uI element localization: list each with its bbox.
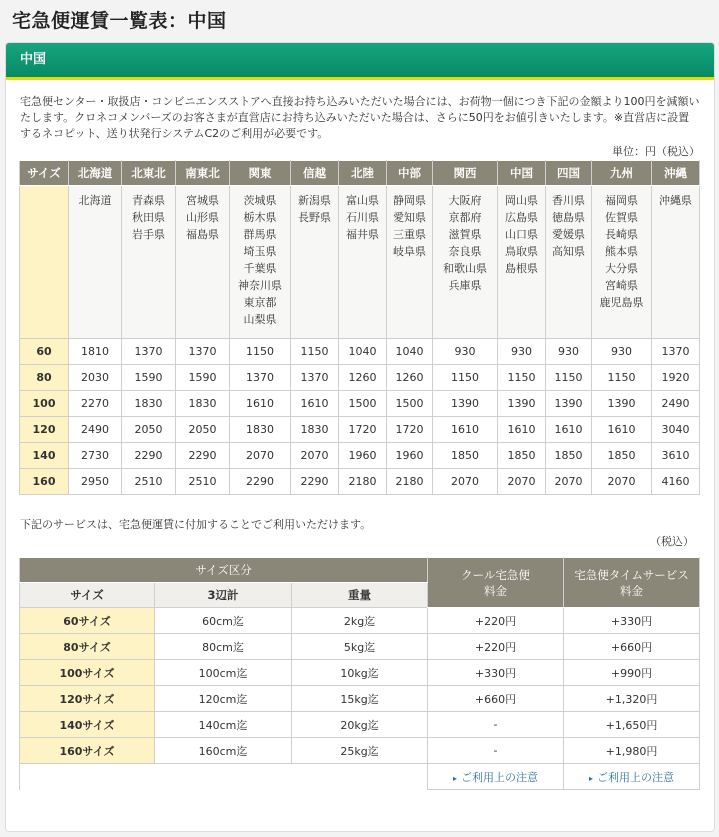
prefecture-name: 福岡県 <box>605 194 638 207</box>
rate-row <box>20 443 700 469</box>
cool-notes-cell <box>428 764 564 790</box>
price-cell: 1610 <box>433 417 498 443</box>
rate-row <box>20 339 700 365</box>
size-header: サイズ <box>20 161 69 186</box>
service-subheader: 重量 <box>292 583 428 608</box>
price-cell: 1390 <box>498 391 546 417</box>
service-size-cell: 60サイズ <box>20 608 155 634</box>
link-row-blank <box>20 764 428 790</box>
price-cell: 2180 <box>387 469 433 495</box>
cool-price-cell: +660円 <box>428 686 564 712</box>
service-note: 下記のサービスは、宅急便運賃に付加することでご利用いただけます。 <box>20 518 372 531</box>
price-cell: 2730 <box>69 443 122 469</box>
rate-row <box>20 391 700 417</box>
time-notes-cell <box>564 764 700 790</box>
prefecture-name: 神奈川県 <box>238 279 282 292</box>
region-header: 北陸 <box>339 161 387 186</box>
price-cell: 1150 <box>433 365 498 391</box>
cool-header-line1: クール宅急便 <box>461 567 530 582</box>
price-cell: 1150 <box>592 365 652 391</box>
service-row <box>20 686 700 712</box>
prefecture-name: 山口県 <box>505 228 538 241</box>
prefecture-name: 石川県 <box>346 211 379 224</box>
price-cell: 1390 <box>546 391 592 417</box>
prefecture-name: 鳥取県 <box>505 245 538 258</box>
prefecture-name: 山梨県 <box>243 313 277 326</box>
weight-cell: 20kg迄 <box>292 712 428 738</box>
prefecture-row <box>20 186 700 339</box>
region-header: 九州 <box>592 161 652 186</box>
service-size-cell: 80サイズ <box>20 634 155 660</box>
prefecture-name: 富山県 <box>346 194 379 207</box>
price-cell: 1370 <box>291 365 339 391</box>
price-cell: 2050 <box>122 417 176 443</box>
price-cell: 1590 <box>176 365 230 391</box>
prefecture-name: 宮城県 <box>186 194 219 207</box>
prefecture-name: 兵庫県 <box>448 279 482 292</box>
service-header-row <box>20 558 700 583</box>
size-blank-cell <box>20 186 69 339</box>
intro-text: 宅急便センター・取扱店・コンビニエンスストアへ直接お持ち込みいただいた場合には、お荷物一個につき下記の金額より100円を減額いたします。クロネコメンバーズのお客さまが直営店にお持ち込みいただいた場合は、さらに50円をお値引きいたします。※直営店に設置するネコピット、送り状発行システムC2のご利用が必要です。 <box>20 95 700 140</box>
price-cell: 1590 <box>122 365 176 391</box>
prefecture-name: 長崎県 <box>605 228 638 241</box>
cool-price-cell: - <box>428 712 564 738</box>
price-cell: 1390 <box>592 391 652 417</box>
prefecture-cell <box>652 186 700 339</box>
price-cell: 1920 <box>652 365 700 391</box>
prefecture-cell <box>339 186 387 339</box>
time-header-line2: 料金 <box>620 583 644 598</box>
service-size-cell: 120サイズ <box>20 686 155 712</box>
cool-price-cell: - <box>428 738 564 764</box>
rate-card <box>5 42 715 832</box>
prefecture-name: 徳島県 <box>552 211 585 224</box>
prefecture-name: 高知県 <box>552 245 585 258</box>
price-cell: 1040 <box>339 339 387 365</box>
prefecture-name: 岩手県 <box>132 228 165 241</box>
prefecture-name: 岡山県 <box>505 194 538 207</box>
price-cell: 2950 <box>69 469 122 495</box>
price-cell: 1150 <box>230 339 291 365</box>
prefecture-name: 愛媛県 <box>552 228 585 241</box>
prefecture-name: 北海道 <box>78 194 112 207</box>
link-label: ご利用上の注意 <box>461 770 539 784</box>
dims-cell: 160cm迄 <box>155 738 292 764</box>
size-cell: 60 <box>20 339 69 365</box>
price-cell: 2180 <box>339 469 387 495</box>
price-cell: 1720 <box>339 417 387 443</box>
time-price-cell: +1,650円 <box>564 712 700 738</box>
price-cell: 2290 <box>230 469 291 495</box>
prefecture-name: 千葉県 <box>243 262 277 275</box>
prefecture-name: 新潟県 <box>298 194 331 207</box>
price-cell: 930 <box>546 339 592 365</box>
prefecture-cell <box>433 186 498 339</box>
price-cell: 1040 <box>387 339 433 365</box>
price-cell: 1390 <box>433 391 498 417</box>
region-header: 中部 <box>387 161 433 186</box>
service-size-cell: 140サイズ <box>20 712 155 738</box>
rate-row <box>20 469 700 495</box>
price-cell: 2030 <box>69 365 122 391</box>
service-row <box>20 738 700 764</box>
price-cell: 1610 <box>498 417 546 443</box>
service-subheader: サイズ <box>20 583 155 608</box>
prefecture-name: 愛知県 <box>393 211 426 224</box>
price-cell: 2070 <box>291 443 339 469</box>
service-subheader: 3辺計 <box>155 583 292 608</box>
prefecture-name: 長野県 <box>298 211 331 224</box>
unit-label: 単位：円（税込） <box>612 145 700 158</box>
prefecture-name: 島根県 <box>505 262 538 275</box>
price-cell: 3610 <box>652 443 700 469</box>
price-cell: 1500 <box>339 391 387 417</box>
price-cell: 1830 <box>291 417 339 443</box>
service-unit: （税込） <box>650 535 694 548</box>
price-cell: 2270 <box>69 391 122 417</box>
price-cell: 1500 <box>387 391 433 417</box>
prefecture-name: 和歌山県 <box>443 262 487 275</box>
price-cell: 1610 <box>291 391 339 417</box>
prefecture-name: 茨城県 <box>243 194 277 207</box>
price-cell: 2070 <box>592 469 652 495</box>
page-title: 宅急便運賃一覧表：中国 <box>12 10 227 32</box>
prefecture-name: 京都府 <box>448 211 482 224</box>
price-cell: 4160 <box>652 469 700 495</box>
price-cell: 1150 <box>291 339 339 365</box>
price-cell: 1810 <box>69 339 122 365</box>
prefecture-cell <box>498 186 546 339</box>
price-cell: 1370 <box>176 339 230 365</box>
time-price-cell: +330円 <box>564 608 700 634</box>
link-label: ご利用上の注意 <box>597 770 675 784</box>
region-header: 北東北 <box>122 161 176 186</box>
price-cell: 2510 <box>122 469 176 495</box>
rate-row <box>20 417 700 443</box>
price-cell: 930 <box>592 339 652 365</box>
cool-header-line2: 料金 <box>484 583 508 598</box>
prefecture-name: 岐阜県 <box>393 245 426 258</box>
chevron-right-icon: ▸ <box>589 773 594 783</box>
prefecture-name: 埼玉県 <box>243 245 277 258</box>
weight-cell: 5kg迄 <box>292 634 428 660</box>
price-cell: 1850 <box>546 443 592 469</box>
region-header: 中国 <box>498 161 546 186</box>
prefecture-name: 秋田県 <box>132 211 165 224</box>
prefecture-name: 福井県 <box>346 228 379 241</box>
service-row <box>20 660 700 686</box>
region-header: 四国 <box>546 161 592 186</box>
prefecture-name: 山形県 <box>186 211 219 224</box>
prefecture-cell <box>291 186 339 339</box>
price-cell: 1610 <box>230 391 291 417</box>
cool-notes-link[interactable] <box>453 771 538 784</box>
price-cell: 1850 <box>592 443 652 469</box>
prefecture-name: 東京都 <box>243 296 277 309</box>
price-cell: 1370 <box>230 365 291 391</box>
price-cell: 2290 <box>122 443 176 469</box>
price-cell: 1370 <box>652 339 700 365</box>
size-group-header: サイズ区分 <box>20 558 428 583</box>
dims-cell: 120cm迄 <box>155 686 292 712</box>
region-header: 沖縄 <box>652 161 700 186</box>
service-size-cell: 100サイズ <box>20 660 155 686</box>
prefecture-name: 佐賀県 <box>605 211 638 224</box>
prefecture-cell <box>122 186 176 339</box>
rate-row <box>20 365 700 391</box>
price-cell: 1850 <box>498 443 546 469</box>
price-cell: 1610 <box>546 417 592 443</box>
price-cell: 1850 <box>433 443 498 469</box>
dims-cell: 80cm迄 <box>155 634 292 660</box>
rate-header-row <box>20 161 700 186</box>
price-cell: 1960 <box>339 443 387 469</box>
time-notes-link[interactable] <box>589 771 674 784</box>
region-header: 信越 <box>291 161 339 186</box>
time-header-line1: 宅急便タイムサービス <box>574 567 689 582</box>
price-cell: 1960 <box>387 443 433 469</box>
prefecture-name: 鹿児島県 <box>599 296 644 309</box>
prefecture-name: 栃木県 <box>243 211 277 224</box>
price-cell: 1260 <box>339 365 387 391</box>
prefecture-cell <box>387 186 433 339</box>
size-cell: 160 <box>20 469 69 495</box>
prefecture-name: 沖縄県 <box>659 194 692 207</box>
prefecture-name: 滋賀県 <box>448 228 482 241</box>
prefecture-name: 青森県 <box>132 194 165 207</box>
service-row <box>20 712 700 738</box>
dims-cell: 100cm迄 <box>155 660 292 686</box>
region-header: 南東北 <box>176 161 230 186</box>
price-cell: 1370 <box>122 339 176 365</box>
price-cell: 1610 <box>592 417 652 443</box>
price-cell: 2070 <box>230 443 291 469</box>
price-cell: 2290 <box>291 469 339 495</box>
price-cell: 2070 <box>546 469 592 495</box>
size-cell: 140 <box>20 443 69 469</box>
dims-cell: 60cm迄 <box>155 608 292 634</box>
size-cell: 80 <box>20 365 69 391</box>
prefecture-name: 広島県 <box>505 211 538 224</box>
prefecture-name: 静岡県 <box>393 194 426 207</box>
dims-cell: 140cm迄 <box>155 712 292 738</box>
time-price-cell: +1,320円 <box>564 686 700 712</box>
price-cell: 1830 <box>230 417 291 443</box>
weight-cell: 15kg迄 <box>292 686 428 712</box>
price-cell: 1260 <box>387 365 433 391</box>
time-price-cell: +660円 <box>564 634 700 660</box>
price-cell: 1150 <box>498 365 546 391</box>
cool-price-cell: +220円 <box>428 634 564 660</box>
service-table <box>19 557 700 790</box>
price-cell: 2070 <box>433 469 498 495</box>
prefecture-cell <box>176 186 230 339</box>
size-cell: 120 <box>20 417 69 443</box>
prefecture-cell <box>546 186 592 339</box>
prefecture-cell <box>592 186 652 339</box>
price-cell: 2290 <box>176 443 230 469</box>
prefecture-name: 宮崎県 <box>605 279 638 292</box>
cool-price-cell: +220円 <box>428 608 564 634</box>
price-cell: 2050 <box>176 417 230 443</box>
section-header: 中国 <box>6 43 714 80</box>
price-cell: 1150 <box>546 365 592 391</box>
prefecture-cell <box>230 186 291 339</box>
size-cell: 100 <box>20 391 69 417</box>
price-cell: 2490 <box>652 391 700 417</box>
region-header: 関東 <box>230 161 291 186</box>
price-cell: 2070 <box>498 469 546 495</box>
service-size-cell: 160サイズ <box>20 738 155 764</box>
prefecture-name: 三重県 <box>393 228 426 241</box>
prefecture-name: 奈良県 <box>448 245 482 258</box>
prefecture-name: 熊本県 <box>605 245 638 258</box>
region-header: 北海道 <box>69 161 122 186</box>
price-cell: 1830 <box>122 391 176 417</box>
time-price-cell: +1,980円 <box>564 738 700 764</box>
weight-cell: 2kg迄 <box>292 608 428 634</box>
region-header: 関西 <box>433 161 498 186</box>
prefecture-name: 大分県 <box>605 262 638 275</box>
cool-price-cell: +330円 <box>428 660 564 686</box>
chevron-right-icon: ▸ <box>453 773 458 783</box>
price-cell: 2490 <box>69 417 122 443</box>
price-cell: 1830 <box>176 391 230 417</box>
weight-cell: 25kg迄 <box>292 738 428 764</box>
service-row <box>20 634 700 660</box>
time-price-cell: +990円 <box>564 660 700 686</box>
prefecture-name: 福島県 <box>186 228 219 241</box>
price-cell: 2510 <box>176 469 230 495</box>
price-cell: 3040 <box>652 417 700 443</box>
prefecture-cell <box>69 186 122 339</box>
prefecture-name: 香川県 <box>552 194 585 207</box>
service-row <box>20 608 700 634</box>
prefecture-name: 群馬県 <box>243 228 277 241</box>
rate-table <box>19 160 700 495</box>
time-header <box>564 558 700 608</box>
price-cell: 930 <box>498 339 546 365</box>
link-row <box>20 764 700 790</box>
weight-cell: 10kg迄 <box>292 660 428 686</box>
price-cell: 930 <box>433 339 498 365</box>
price-cell: 1720 <box>387 417 433 443</box>
prefecture-name: 大阪府 <box>448 194 482 207</box>
cool-header <box>428 558 564 608</box>
